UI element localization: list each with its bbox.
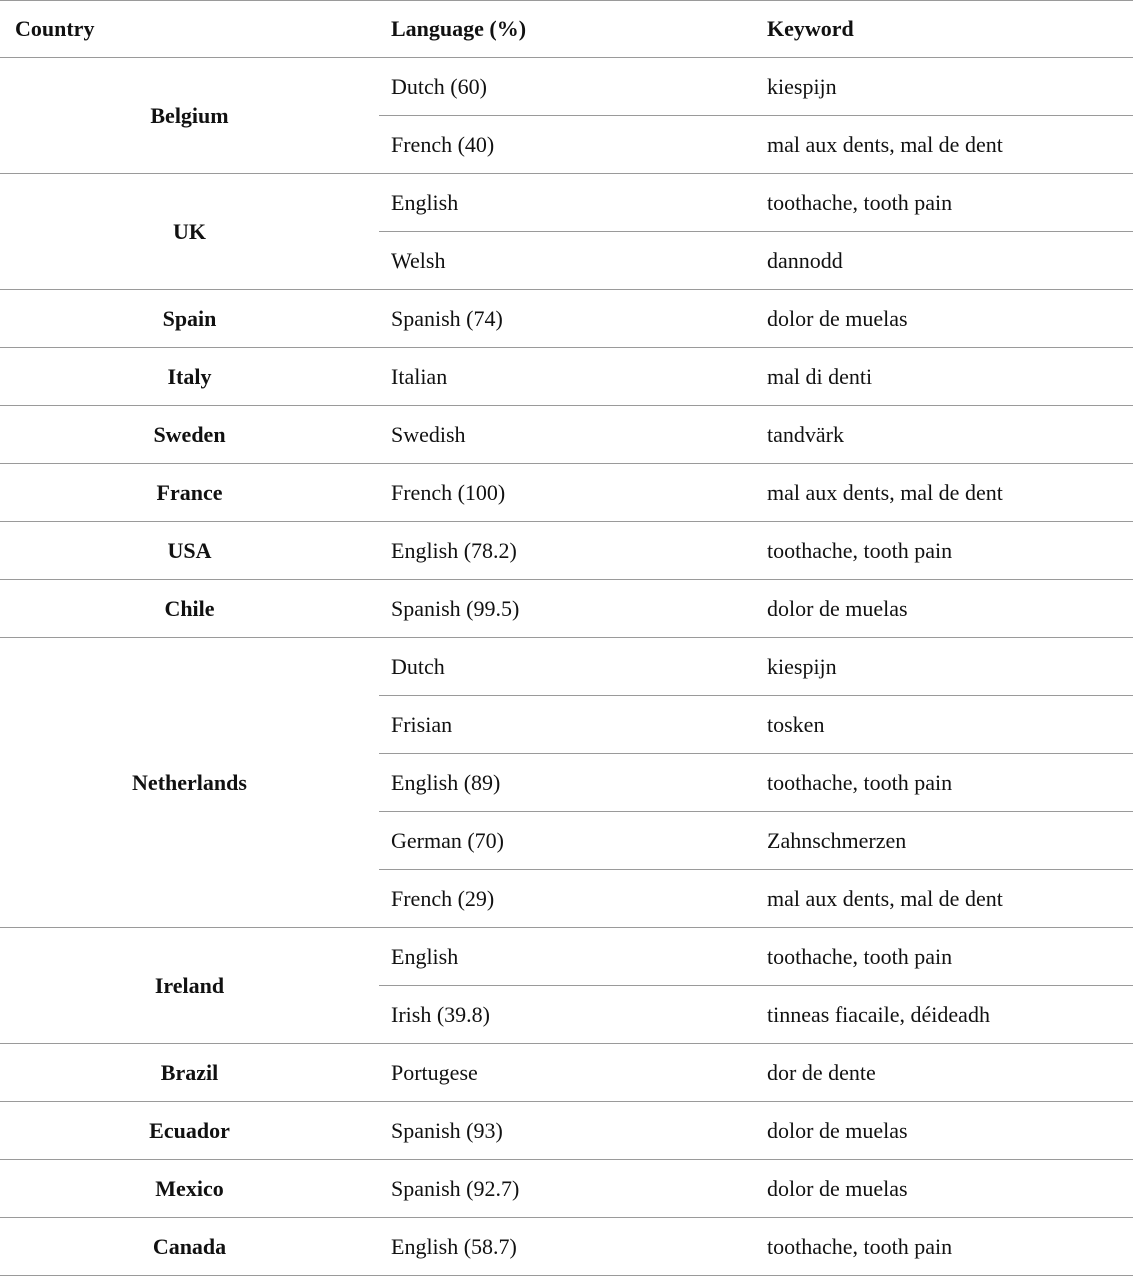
language-cell: English [379,928,755,986]
table-row [0,464,1133,522]
country-cell: Spain [0,290,379,348]
language-cell: Swedish [379,406,755,464]
keyword-cell: dolor de muelas [755,290,1133,348]
language-cell: Frisian [379,696,755,754]
table-row [0,406,1133,464]
language-cell: Welsh [379,232,755,290]
table-body [0,58,1133,1276]
keyword-cell: dolor de muelas [755,1160,1133,1218]
keyword-cell: dor de dente [755,1044,1133,1102]
language-cell: Portugese [379,1044,755,1102]
language-cell: French (29) [379,870,755,928]
language-cell: Irish (39.8) [379,986,755,1044]
language-cell: French (40) [379,116,755,174]
keyword-cell: dolor de muelas [755,1102,1133,1160]
keyword-cell: toothache, tooth pain [755,174,1133,232]
table-row [0,1160,1133,1218]
country-cell: USA [0,522,379,580]
table-row [0,290,1133,348]
language-cell: Italian [379,348,755,406]
keyword-cell: toothache, tooth pain [755,754,1133,812]
country-cell: Canada [0,1218,379,1276]
table-row [0,348,1133,406]
keyword-cell: tosken [755,696,1133,754]
keyword-cell: toothache, tooth pain [755,522,1133,580]
country-cell: Ireland [0,928,379,1044]
table-row [0,928,1133,986]
keyword-cell: dannodd [755,232,1133,290]
keyword-cell: kiespijn [755,638,1133,696]
country-cell: France [0,464,379,522]
header-row [0,1,1133,58]
country-cell: Mexico [0,1160,379,1218]
column-header-language: Language (%) [379,1,755,58]
keyword-cell: tinneas fiacaile, déideadh [755,986,1133,1044]
table-row [0,580,1133,638]
language-cell: French (100) [379,464,755,522]
country-cell: Italy [0,348,379,406]
table-row [0,638,1133,696]
language-cell: Dutch [379,638,755,696]
table-row [0,58,1133,116]
language-cell: Spanish (99.5) [379,580,755,638]
keyword-cell: mal aux dents, mal de dent [755,464,1133,522]
table-row [0,1218,1133,1276]
keyword-cell: mal aux dents, mal de dent [755,870,1133,928]
table-row [0,522,1133,580]
language-cell: English [379,174,755,232]
country-cell: Belgium [0,58,379,174]
country-cell: Sweden [0,406,379,464]
keyword-cell: toothache, tooth pain [755,928,1133,986]
keyword-cell: toothache, tooth pain [755,1218,1133,1276]
keyword-cell: kiespijn [755,58,1133,116]
table-row [0,174,1133,232]
country-cell: Ecuador [0,1102,379,1160]
language-cell: English (78.2) [379,522,755,580]
keyword-cell: mal aux dents, mal de dent [755,116,1133,174]
country-cell: Brazil [0,1044,379,1102]
table-header [0,1,1133,58]
language-cell: English (58.7) [379,1218,755,1276]
language-cell: Spanish (92.7) [379,1160,755,1218]
column-header-keyword: Keyword [755,1,1133,58]
language-cell: Spanish (74) [379,290,755,348]
language-cell: German (70) [379,812,755,870]
table-row [0,1044,1133,1102]
country-cell: Netherlands [0,638,379,928]
language-cell: English (89) [379,754,755,812]
column-header-country: Country [0,1,379,58]
language-cell: Dutch (60) [379,58,755,116]
language-cell: Spanish (93) [379,1102,755,1160]
country-cell: UK [0,174,379,290]
table-row [0,1102,1133,1160]
keyword-cell: tandvärk [755,406,1133,464]
keyword-cell: mal di denti [755,348,1133,406]
country-cell: Chile [0,580,379,638]
keyword-cell: dolor de muelas [755,580,1133,638]
keyword-cell: Zahnschmerzen [755,812,1133,870]
